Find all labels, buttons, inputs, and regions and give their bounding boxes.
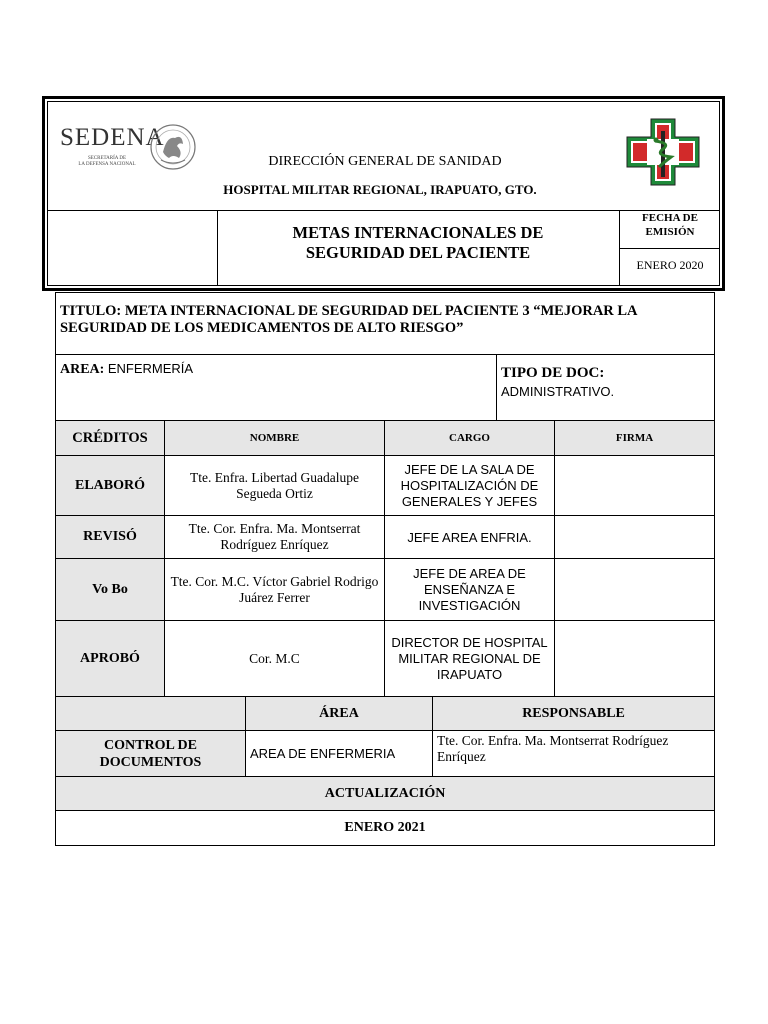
credits-header: CRÉDITOS <box>56 421 165 456</box>
control-header-blank <box>56 697 246 731</box>
control-responsible: Tte. Cor. Enfra. Ma. Montserrat Rodríguez Enríquez <box>433 731 715 777</box>
position-header: CARGO <box>385 421 555 456</box>
area-row <box>56 355 715 421</box>
credit-position: JEFE DE AREA DE ENSEÑANZA E INVESTIGACIÓN <box>385 559 555 621</box>
credit-position: DIRECTOR DE HOSPITAL MILITAR REGIONAL DE IRAPUATO <box>385 621 555 697</box>
date-cell-divider <box>619 248 720 249</box>
credit-signature <box>555 559 715 621</box>
credit-position: JEFE AREA ENFRIA. <box>385 516 555 559</box>
eagle-seal-icon <box>149 122 197 172</box>
name-header: NOMBRE <box>165 421 385 456</box>
directorate-text: DIRECCIÓN GENERAL DE SANIDAD <box>268 154 502 169</box>
sedena-wordmark: SEDENA <box>60 124 165 151</box>
doc-type-label: TIPO DE DOC: <box>501 365 605 381</box>
issue-date-value: ENERO 2020 <box>636 258 704 272</box>
sedena-subtitle-line-2: LA DEFENSA NACIONAL <box>78 162 136 167</box>
issue-date-label <box>620 211 720 239</box>
credit-signature <box>555 456 715 516</box>
document-title-line-1: METAS INTERNACIONALES DE <box>292 223 544 242</box>
credit-row <box>56 456 715 516</box>
credit-row <box>56 559 715 621</box>
title-row <box>56 293 715 355</box>
issue-date-label-line-2: EMISIÓN <box>645 226 695 238</box>
update-header-row <box>56 777 715 811</box>
document-control-table <box>55 292 715 846</box>
credit-name: Cor. M.C <box>165 621 385 697</box>
credits-header-row <box>56 421 715 456</box>
sedena-subtitle-line-1: SECRETARÍA DE <box>87 156 127 161</box>
control-label: CONTROL DE DOCUMENTOS <box>56 731 246 777</box>
control-responsible-header: RESPONSABLE <box>433 697 715 731</box>
credit-row <box>56 516 715 559</box>
meta-title: TITULO: META INTERNACIONAL DE SEGURIDAD DEL PACIENTE 3 “MEJORAR LA SEGURIDAD DE LOS MEDICAMENTOS DE ALTO RIESGO” <box>56 293 715 355</box>
area-label: AREA: <box>60 362 105 377</box>
credit-row <box>56 621 715 697</box>
credit-name: Tte. Enfra. Libertad Guadalupe Segueda Ortiz <box>165 456 385 516</box>
credit-signature <box>555 516 715 559</box>
signature-header: FIRMA <box>555 421 715 456</box>
area-cell <box>56 355 497 421</box>
doc-type-cell <box>497 355 715 421</box>
hospital-name: HOSPITAL MILITAR REGIONAL, IRAPUATO, GTO. <box>223 182 537 197</box>
issue-date-label-line-1: FECHA DE <box>642 212 698 224</box>
control-area-header: ÁREA <box>246 697 433 731</box>
document-title-line-2: SEGURIDAD DEL PACIENTE <box>305 243 531 262</box>
document-title <box>218 223 618 263</box>
area-value: ENFERMERÍA <box>107 361 194 376</box>
credit-position: JEFE DE LA SALA DE HOSPITALIZACIÓN DE GENERALES Y JEFES <box>385 456 555 516</box>
hospital-emblem-icon <box>625 117 701 187</box>
credit-signature <box>555 621 715 697</box>
control-row <box>56 731 715 777</box>
credit-role: Vo Bo <box>56 559 165 621</box>
doc-type-value: ADMINISTRATIVO. <box>501 384 615 399</box>
credit-role: REVISÓ <box>56 516 165 559</box>
credit-role: ELABORÓ <box>56 456 165 516</box>
credit-name: Tte. Cor. M.C. Víctor Gabriel Rodrigo Juárez Ferrer <box>165 559 385 621</box>
credit-name: Tte. Cor. Enfra. Ma. Montserrat Rodríguez Enríquez <box>165 516 385 559</box>
credit-role: APROBÓ <box>56 621 165 697</box>
update-label: ACTUALIZACIÓN <box>56 777 715 811</box>
sedena-logo <box>60 118 200 178</box>
update-value-row <box>56 811 715 846</box>
update-value: ENERO 2021 <box>56 811 715 846</box>
control-header-row <box>56 697 715 731</box>
control-area: AREA DE ENFERMERIA <box>246 731 433 777</box>
